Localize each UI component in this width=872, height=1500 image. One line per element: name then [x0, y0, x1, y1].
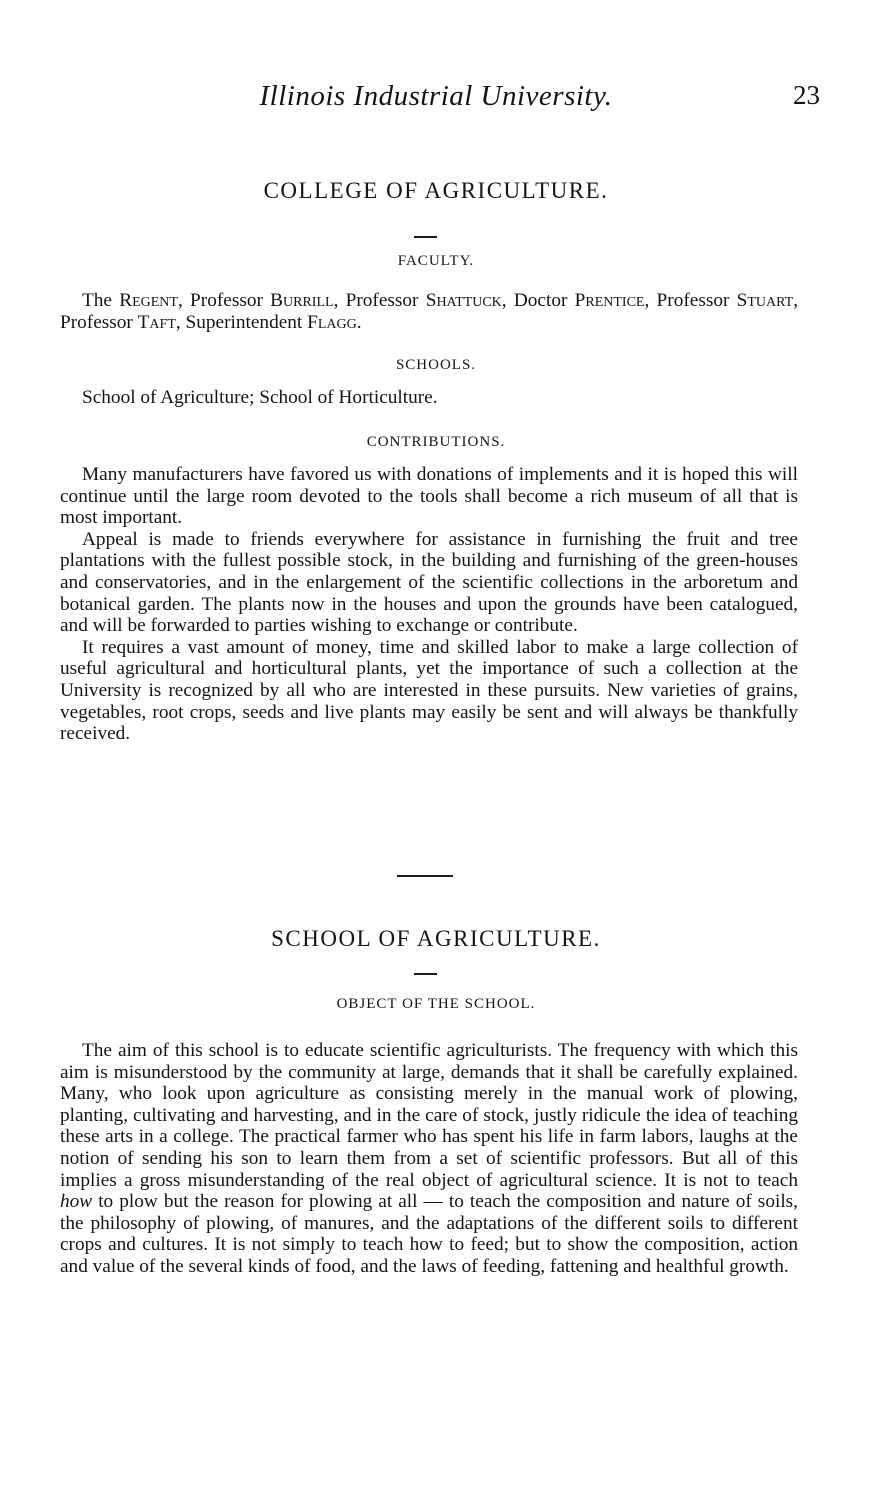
contributions-paragraph: It requires a vast amount of money, time and skilled labor to make a large collection of useful agricultural and horticultural plants, yet the importance of such a collection at the University is recognized by all who are interested in these pursuits. New varieties of grains, vegetables, root crops, seeds and live plants may easily be sent and will always be thankfully received. — [60, 636, 798, 745]
faculty-burrill: Burrill — [270, 290, 334, 311]
contributions-heading: CONTRIBUTIONS. — [366, 434, 506, 450]
faculty-shattuck: Shattuck — [425, 290, 502, 311]
faculty-regent: Regent — [119, 290, 178, 311]
faculty-prentice: Prentice — [574, 290, 645, 311]
faculty-taft: Taft — [137, 311, 176, 333]
emphasis-how: how — [60, 1191, 93, 1213]
schools-heading: SCHOOLS. — [395, 357, 477, 373]
schools-list: School of Agriculture; School of Horticulture. — [82, 387, 438, 408]
object-paragraph: The aim of this school is to educate scientific agriculturists. The frequency with which this aim is misunderstood by the community at large, demands that it shall be carefully explained. Many, who look upon agriculture as consisting merely in the manual work of plowing, planting, cultivating and harvesting, and in the care of stock, justly ridicule the idea of teaching these arts in a college. The practical farmer who has spent his life in farm labors, laughs at the notion of sending his son to learn them from a set of scientific professors. But all of this implies a gross misunderstanding of the real object of agricultural science. It is not to teach how to plow but the reason for plowing at all — to teach the composition and nature of soils, the philosophy of plowing, of manures, and the adaptations of the different soils to different crops and cultures. It is not simply to teach how to feed; but to show the composition, action and value of the several kinds of food, and the laws of feeding, fattening and healthful growth. — [60, 1040, 798, 1277]
section-divider — [397, 875, 453, 877]
object-heading: OBJECT OF THE SCHOOL. — [336, 996, 536, 1012]
object-text — [60, 1040, 798, 1278]
faculty-list: The Regent, Professor Burrill, Professor Shattuck, Doctor Prentice, Professor Stuart, Professor Taft, Superintendent Flagg. — [60, 290, 799, 333]
faculty-heading: FACULTY. — [397, 253, 475, 269]
contributions-text — [60, 464, 798, 745]
college-title: COLLEGE OF AGRICULTURE. — [263, 178, 609, 203]
page-number: 23 — [793, 80, 820, 110]
school-title: SCHOOL OF AGRICULTURE. — [271, 926, 601, 951]
faculty-stuart: Stuart — [736, 290, 794, 311]
running-head — [0, 80, 872, 120]
section-rule — [414, 236, 437, 238]
faculty-flagg: Flagg — [307, 311, 357, 333]
contributions-paragraph: Appeal is made to friends everywhere for assistance in furnishing the fruit and tree plantations with the fullest possible stock, in the building and furnishing of the green-houses and conservatories, and in the enlargement of the scientific collections in the arboretum and botanical garden. The plants now in the houses and upon the grounds have been catalogued, and will be forwarded to parties wishing to exchange or contribute. — [60, 528, 798, 637]
contributions-paragraph: Many manufacturers have favored us with donations of implements and it is hoped this will continue until the large room devoted to the tools shall become a rich museum of all that is most important. — [60, 464, 798, 529]
running-head-title: Illinois Industrial University. — [259, 80, 613, 112]
section-rule — [414, 973, 437, 975]
